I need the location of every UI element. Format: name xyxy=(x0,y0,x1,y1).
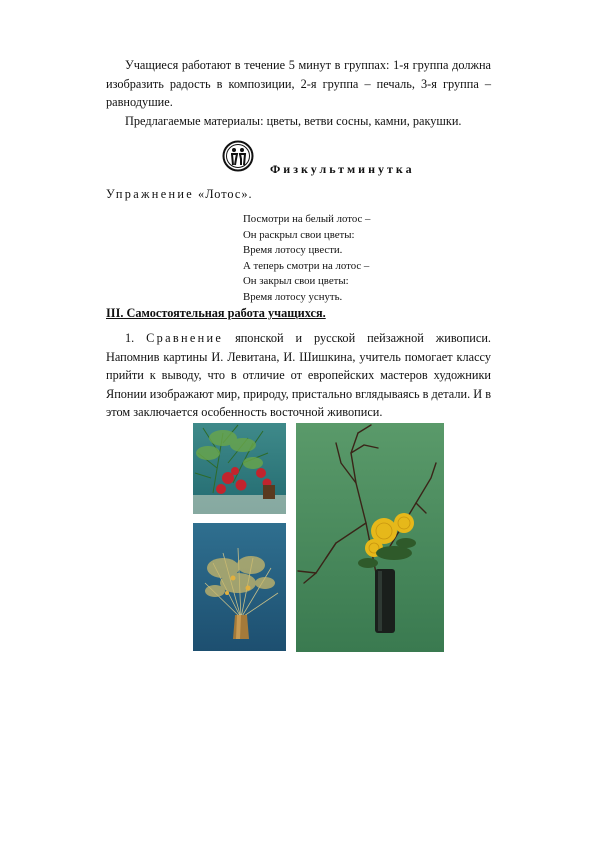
poem-line: Он раскрыл свои цветы: xyxy=(243,228,355,241)
physical-break-heading: Физкультминутка xyxy=(270,162,415,176)
lotus-poem xyxy=(243,212,370,306)
ikebana-dry-grass-vase-photo xyxy=(193,523,286,651)
section-heading: III. Самостоятельная работа учащихся. xyxy=(106,306,326,320)
exercise-name: «Лотос». xyxy=(193,187,253,201)
exercise-emblem-icon xyxy=(222,140,254,172)
poem-line: Время лотосу уснуть. xyxy=(243,290,343,303)
comparison-paragraph xyxy=(106,329,491,422)
item-text: японской и русской пейзажной живописи. Напомнив картины И. Левитана, И. Шишкина, учитель помогает классу прийти к выводу, что в отличие от европейских мастеров художники Японии изображают мир, природу, пристально вглядываясь в детали. И в этом заключается особенность восточной живописи. xyxy=(106,331,491,419)
ikebana-yellow-chrysanthemums-photo xyxy=(296,423,444,652)
item-number: 1. xyxy=(125,331,147,345)
poem-line: Время лотосу цвести. xyxy=(243,244,343,257)
poem-line: А теперь смотри на лотос – xyxy=(243,259,370,272)
poem-line: Посмотри на белый лотос – xyxy=(243,213,371,225)
ikebana-pine-red-flowers-photo xyxy=(193,423,286,514)
poem-line: Он закрыл свои цветы: xyxy=(243,275,349,288)
exercise-label: Упражнение xyxy=(106,187,194,201)
intro-paragraph: Учащиеся работают в течение 5 минут в группах: 1-я группа должна изобразить радость в композиции, 2-я группа – печаль, 3-я группа – равнодушие. xyxy=(106,58,491,109)
exercise-title xyxy=(106,187,253,202)
item-keyword: Сравнение xyxy=(146,331,224,345)
materials-paragraph: Предлагаемые материалы: цветы, ветви сосны, камни, ракушки. xyxy=(125,114,462,128)
